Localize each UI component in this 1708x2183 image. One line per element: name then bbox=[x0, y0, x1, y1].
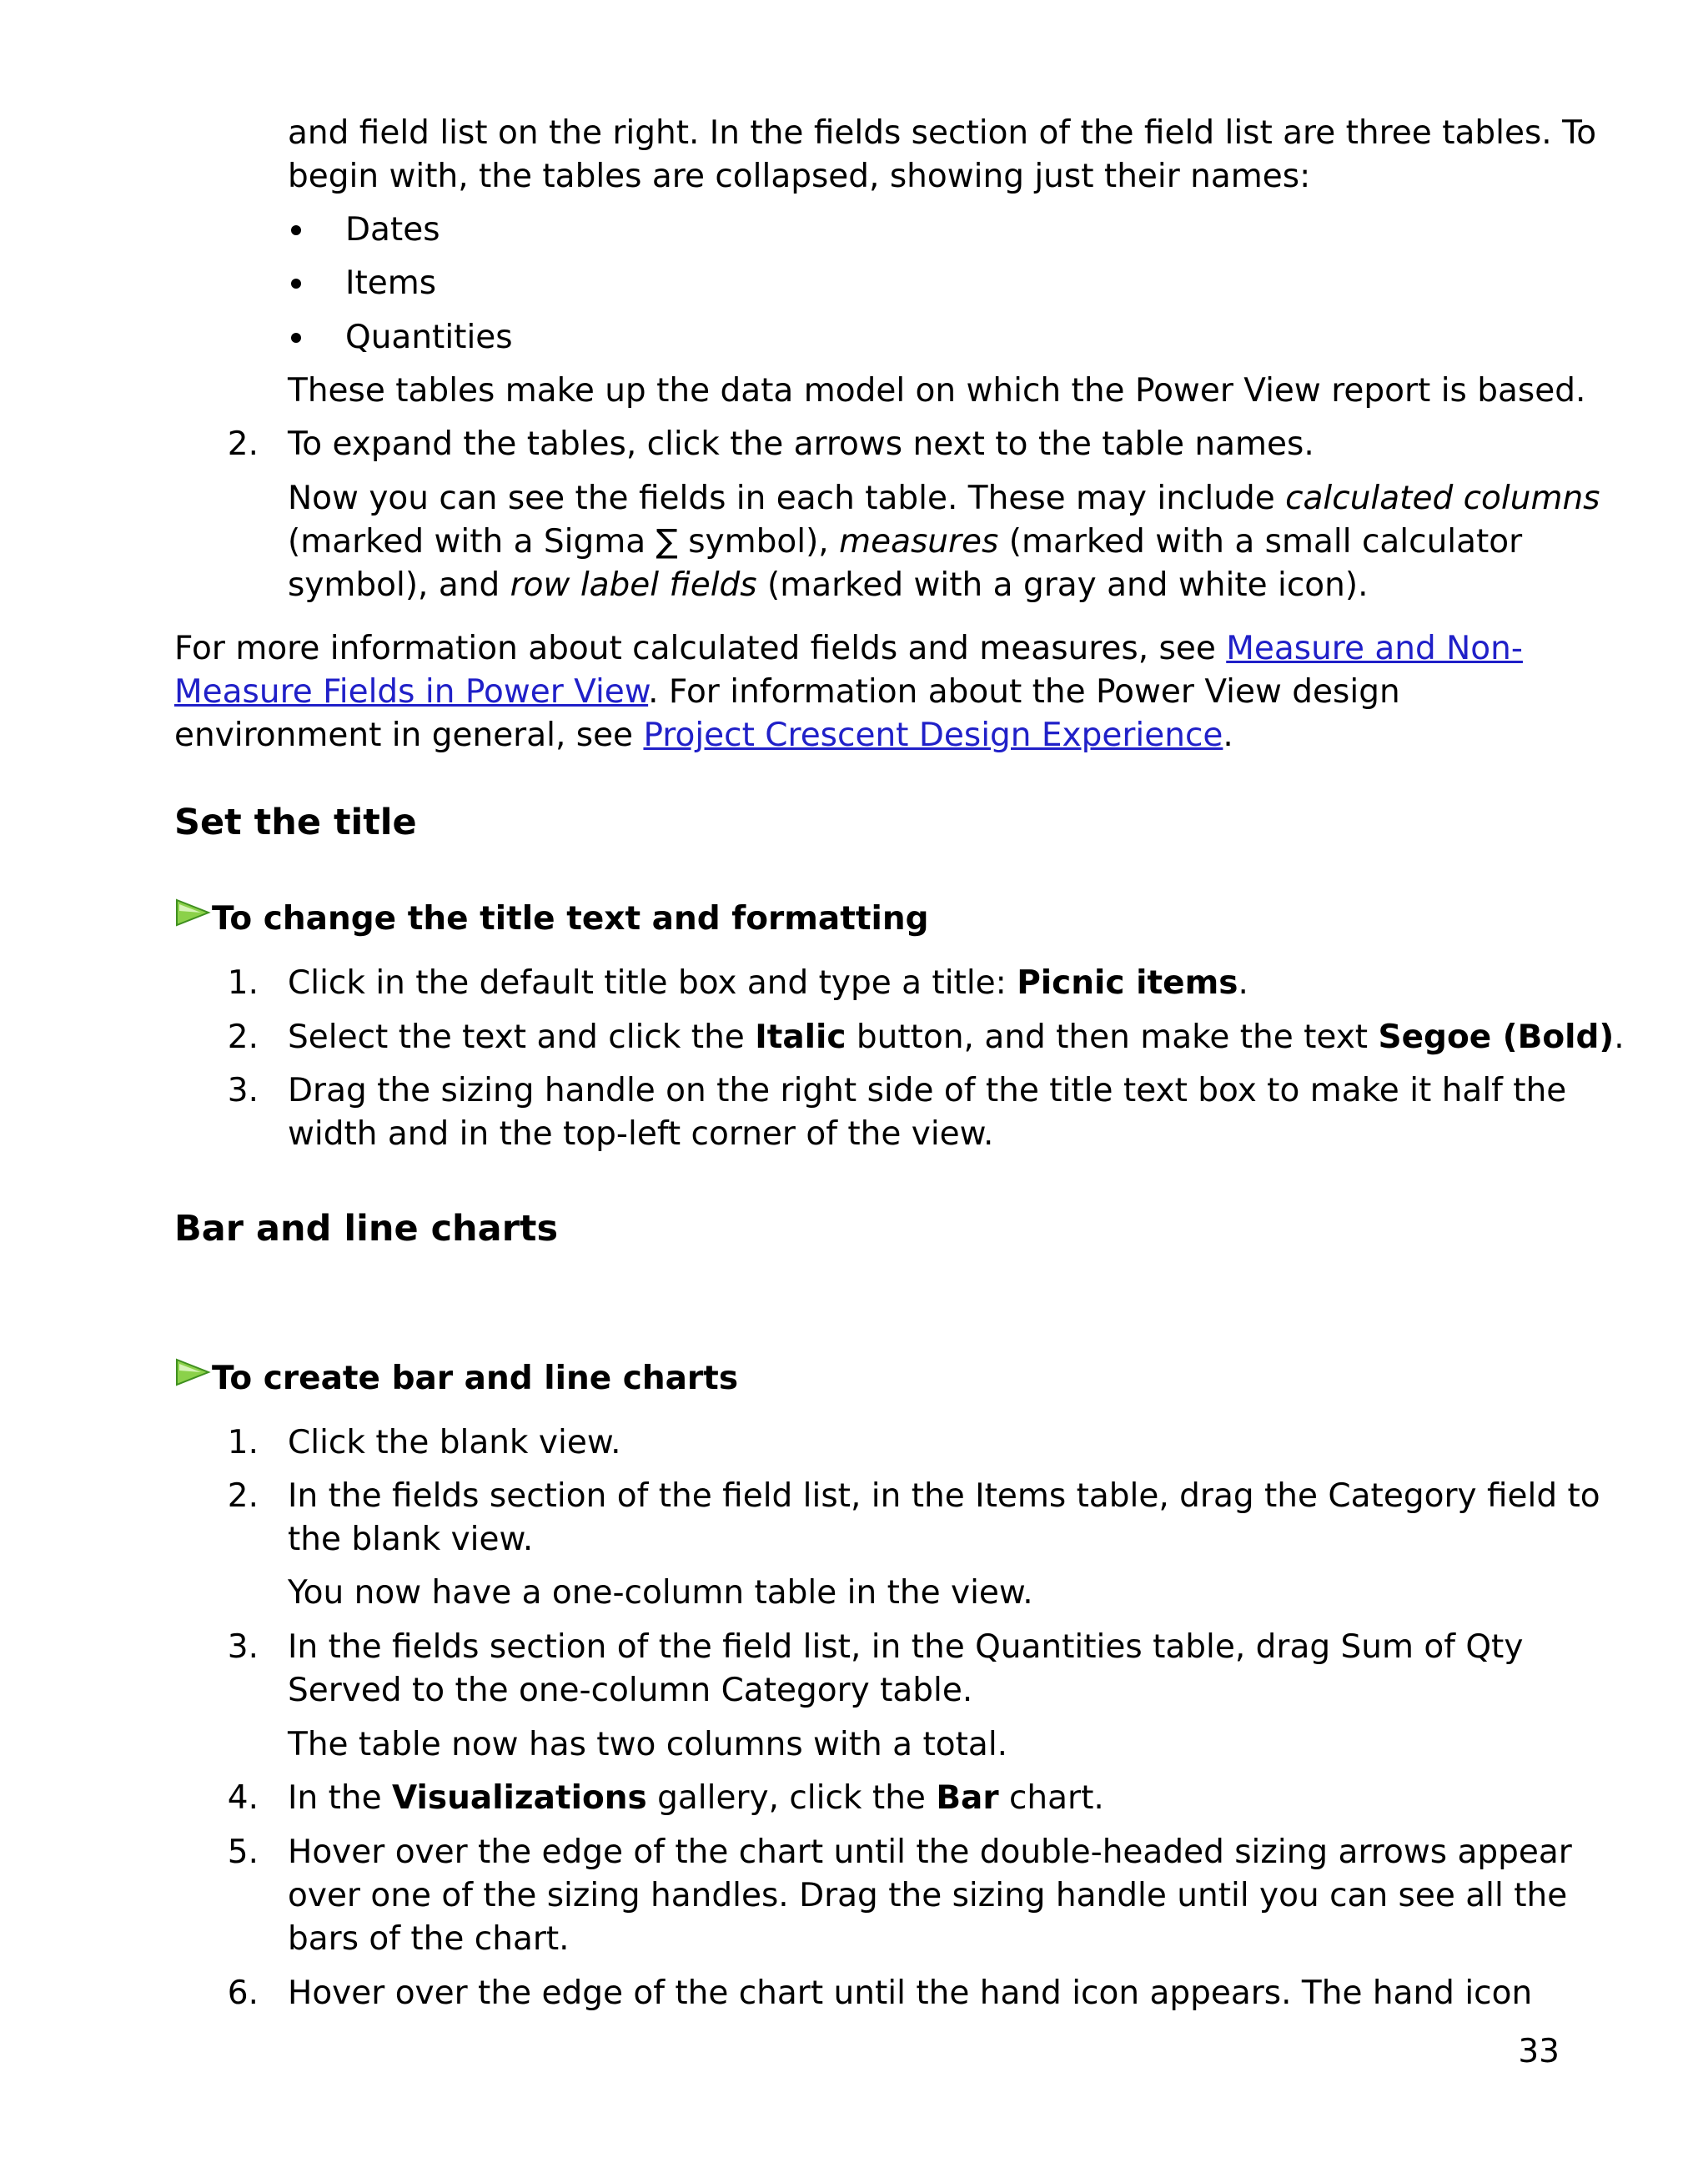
step-number: 2. bbox=[227, 1477, 259, 1515]
intro-line-1: and field list on the right. In the fields section of the field list are three tables. To bbox=[288, 114, 1597, 152]
step-detail-line-2: (marked with a Sigma ∑ symbol), measures (marked with a small calculator bbox=[288, 523, 1523, 561]
procedure-heading: To create bar and line charts bbox=[212, 1360, 739, 1397]
page-number: 33 bbox=[1518, 2033, 1560, 2070]
step-number: 2. bbox=[227, 1019, 259, 1056]
step-text: In the Visualizations gallery, click the Bar chart. bbox=[288, 1779, 1104, 1817]
list-item-label: Dates bbox=[345, 211, 440, 249]
step-number: 2. bbox=[227, 425, 259, 463]
step-text: To expand the tables, click the arrows next to the table names. bbox=[288, 425, 1314, 463]
step-number: 1. bbox=[227, 964, 259, 1002]
step-number: 3. bbox=[227, 1072, 259, 1109]
section-heading-bar-line-charts: Bar and line charts bbox=[174, 1208, 559, 1250]
step-detail-line-3: symbol), and row label fields (marked with a gray and white icon). bbox=[288, 566, 1369, 604]
step-text: Hover over the edge of the chart until the hand icon appears. The hand icon bbox=[288, 1974, 1533, 2012]
more-info-line-2: Measure Fields in Power View. For information about the Power View design bbox=[174, 673, 1400, 711]
step-text: Select the text and click the Italic button, and then make the text Segoe (Bold). bbox=[288, 1019, 1625, 1056]
step-text: In the fields section of the field list, in the Quantities table, drag Sum of Qty bbox=[288, 1628, 1524, 1666]
bullet-icon bbox=[291, 333, 301, 343]
step-note: You now have a one-column table in the view. bbox=[288, 1574, 1033, 1612]
measure-fields-link[interactable]: Measure and Non- bbox=[1226, 630, 1523, 667]
step-text-cont: bars of the chart. bbox=[288, 1920, 570, 1958]
bullet-icon bbox=[291, 279, 301, 289]
step-text: Drag the sizing handle on the right side of the title text box to make it half the bbox=[288, 1072, 1567, 1109]
procedure-arrow-icon bbox=[174, 898, 211, 928]
list-item-label: Items bbox=[345, 264, 437, 302]
step-note: The table now has two columns with a total. bbox=[288, 1726, 1008, 1763]
measure-fields-link-cont[interactable]: Measure Fields in Power View bbox=[174, 673, 649, 711]
step-number: 5. bbox=[227, 1833, 259, 1871]
step-number: 6. bbox=[227, 1974, 259, 2012]
step-detail-line-1: Now you can see the fields in each table. These may include calculated columns bbox=[288, 480, 1600, 517]
step-text-cont: width and in the top-left corner of the view. bbox=[288, 1115, 994, 1153]
procedure-heading: To change the title text and formatting bbox=[212, 900, 929, 938]
step-number: 3. bbox=[227, 1628, 259, 1666]
intro-line-2: begin with, the tables are collapsed, showing just their names: bbox=[288, 158, 1311, 195]
intro-summary: These tables make up the data model on which the Power View report is based. bbox=[288, 372, 1586, 410]
step-text-cont: Served to the one-column Category table. bbox=[288, 1672, 973, 1709]
step-text-cont: the blank view. bbox=[288, 1521, 534, 1558]
step-text: Click in the default title box and type a title: Picnic items. bbox=[288, 964, 1248, 1002]
step-number: 1. bbox=[227, 1424, 259, 1461]
more-info-line-3: environment in general, see Project Crescent Design Experience. bbox=[174, 717, 1233, 754]
bullet-icon bbox=[291, 225, 301, 235]
step-text: In the fields section of the field list, in the Items table, drag the Category field to bbox=[288, 1477, 1600, 1515]
step-number: 4. bbox=[227, 1779, 259, 1817]
list-item-label: Quantities bbox=[345, 319, 513, 356]
step-text-cont: over one of the sizing handles. Drag the sizing handle until you can see all the bbox=[288, 1877, 1568, 1914]
section-heading-set-title: Set the title bbox=[174, 802, 417, 843]
more-info-line-1: For more information about calculated fields and measures, see Measure and Non- bbox=[174, 630, 1523, 667]
design-experience-link[interactable]: Project Crescent Design Experience bbox=[643, 717, 1223, 754]
step-text: Click the blank view. bbox=[288, 1424, 621, 1461]
step-text: Hover over the edge of the chart until the double-headed sizing arrows appear bbox=[288, 1833, 1572, 1871]
procedure-arrow-icon bbox=[174, 1357, 211, 1387]
